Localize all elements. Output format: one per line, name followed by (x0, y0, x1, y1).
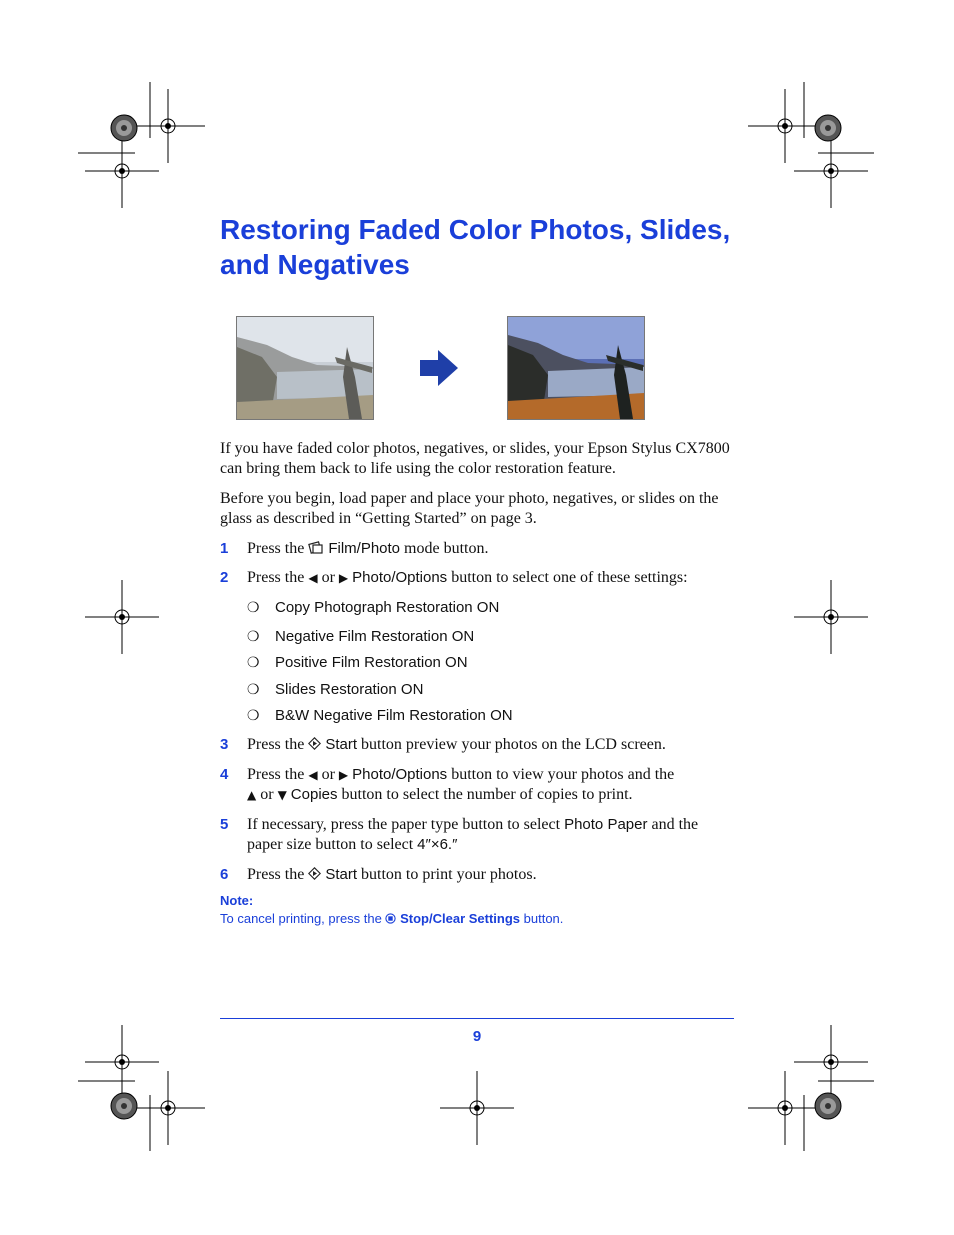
right-arrow-icon: ▶ (338, 571, 349, 585)
faded-photo-image (236, 316, 374, 420)
step-text: or (317, 569, 339, 586)
step-number: 4 (220, 766, 229, 783)
page-title: Restoring Faded Color Photos, Slides, and Negatives (220, 214, 731, 280)
setting-label: Positive Film Restoration ON (275, 654, 468, 671)
film-photo-button-label: Film/Photo (328, 540, 401, 557)
arrow-right-icon (420, 348, 460, 388)
list-item (247, 598, 499, 618)
down-arrow-icon: ▼ (277, 788, 287, 802)
list-item (247, 627, 474, 647)
bullet-icon: ❍ (247, 600, 260, 616)
setting-label: Slides Restoration ON (275, 681, 424, 698)
restored-photo-image (507, 316, 645, 420)
list-item (247, 706, 513, 726)
right-arrow-icon: ▶ (338, 768, 349, 782)
note-text-post: button. (520, 911, 564, 926)
stop-icon (385, 913, 396, 924)
note-heading: Note: (220, 893, 254, 908)
bullet-icon: ❍ (247, 682, 260, 698)
bullet-icon: ❍ (247, 708, 260, 724)
start-button-label: Start (325, 866, 358, 883)
copies-button-label: Copies (290, 786, 338, 803)
step-number: 6 (220, 866, 229, 883)
step-text: Press the (247, 569, 309, 586)
footer-divider (220, 1018, 734, 1019)
list-item (247, 680, 423, 700)
step-text: button to select one of these settings: (447, 569, 688, 586)
photo-options-button-label: Photo/Options (352, 766, 448, 783)
film-photo-icon (308, 541, 324, 555)
step-text: or (256, 786, 278, 803)
page-number: 9 (472, 1028, 482, 1045)
start-icon (308, 867, 321, 880)
start-button-label: Start (325, 736, 358, 753)
setting-label: Copy Photograph Restoration ON (275, 599, 500, 616)
step-text: button preview your photos on the LCD screen. (357, 736, 666, 753)
intro-paragraph-1: If you have faded color photos, negatives, or slides, your Epson Stylus CX7800 can bring them back to life using the color restoration feature. (220, 440, 730, 477)
step-text: button to print your photos. (357, 866, 537, 883)
setting-label: B&W Negative Film Restoration ON (275, 707, 513, 724)
step-text: If necessary, press the paper type button to select (247, 816, 565, 833)
step-text: and the (647, 816, 699, 833)
step-text: Press the (247, 540, 309, 557)
left-arrow-icon: ◀ (308, 571, 318, 585)
up-arrow-icon: ▲ (247, 788, 257, 802)
step-text: Press the (247, 736, 309, 753)
photo-paper-label: Photo Paper (564, 816, 648, 833)
paper-size-label: 4″×6.″ (417, 836, 458, 853)
note-text (220, 911, 563, 926)
intro-paragraph-2: Before you begin, load paper and place your photo, negatives, or slides on the glass as described in “Getting Started” on page 3. (220, 490, 719, 527)
step-text: button to view your photos and the (447, 766, 675, 783)
bullet-icon: ❍ (247, 629, 260, 645)
step-text: paper size button to select (247, 836, 418, 853)
step-text: button to select the number of copies to print. (337, 786, 633, 803)
step-number: 2 (220, 569, 229, 586)
step-text: Press the (247, 866, 309, 883)
note-text-pre: To cancel printing, press the (220, 911, 386, 926)
step-text: mode button. (400, 540, 489, 557)
photo-options-button-label: Photo/Options (352, 569, 448, 586)
start-icon (308, 737, 321, 750)
list-item (247, 653, 468, 673)
setting-label: Negative Film Restoration ON (275, 628, 475, 645)
bullet-icon: ❍ (247, 655, 260, 671)
step-number: 5 (220, 816, 229, 833)
step-text: Press the (247, 766, 309, 783)
step-text: or (317, 766, 339, 783)
step-number: 1 (220, 540, 229, 557)
left-arrow-icon: ◀ (308, 768, 318, 782)
step-number: 3 (220, 736, 229, 753)
stop-clear-settings-label: Stop/Clear Settings (400, 911, 521, 926)
